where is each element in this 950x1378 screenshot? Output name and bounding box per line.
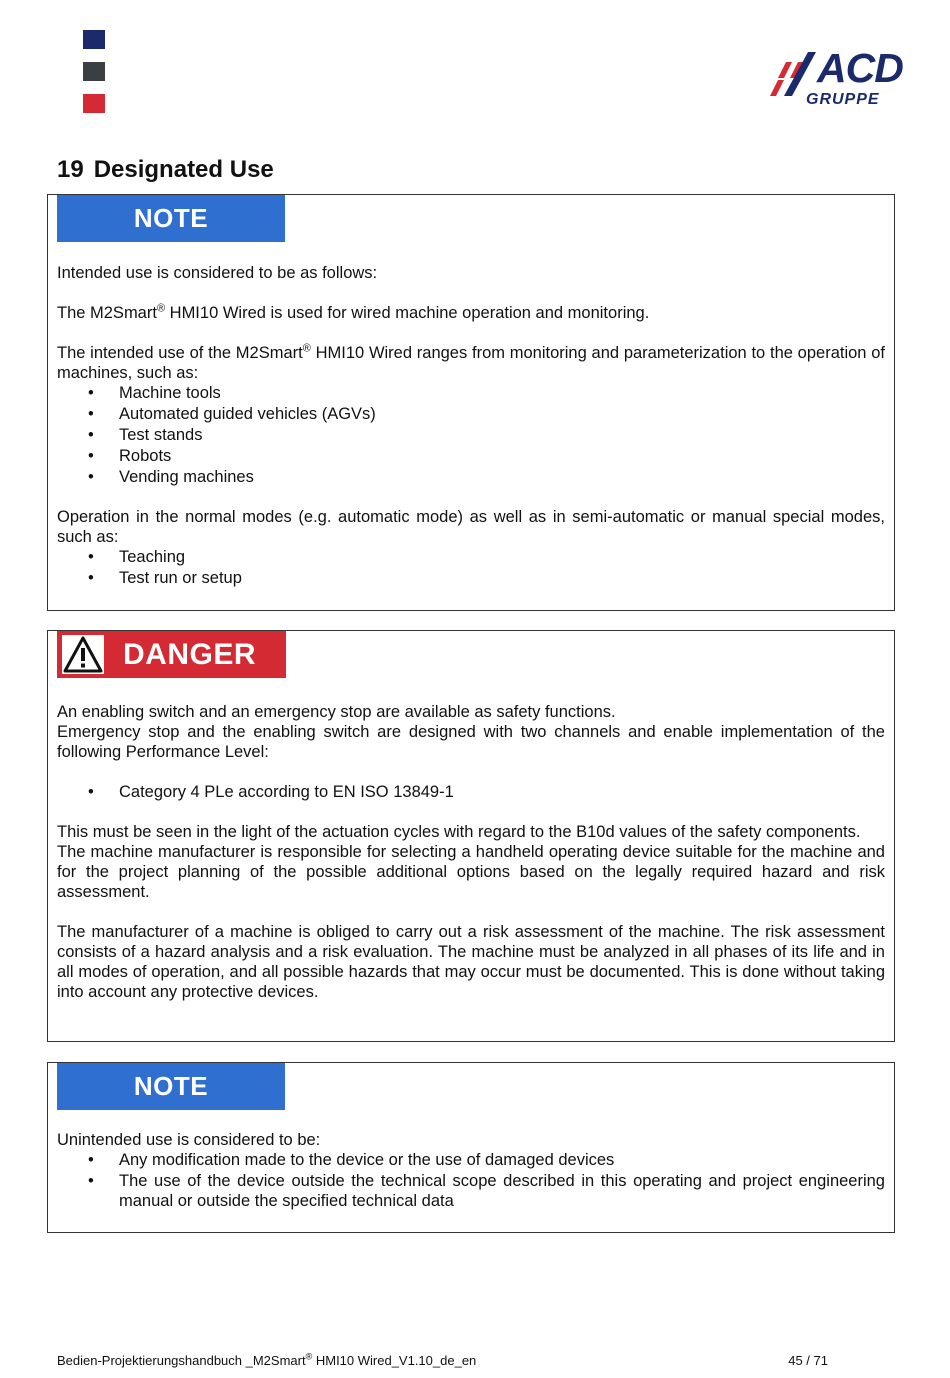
list-item: • Test stands: [57, 425, 885, 446]
brand-square-blue: [83, 30, 105, 49]
list-item: • Vending machines: [57, 467, 885, 488]
list-item: • Test run or setup: [57, 568, 885, 589]
note-badge-label: NOTE: [133, 203, 209, 233]
brand-square-gray: [83, 62, 105, 81]
list-item: • The use of the device outside the technical scope described in this operating and project engineering manual or outside the specified technical data: [57, 1171, 885, 1211]
footer-page-number: 45 / 71: [788, 1353, 828, 1368]
machine-list: [57, 383, 885, 488]
danger-badge: [57, 631, 286, 678]
list-item: • Category 4 PLe according to EN ISO 13849-1: [57, 782, 885, 803]
danger-paragraph-5: The manufacturer of a machine is obliged to carry out a risk assessment of the machine. The risk assessment consists of a hazard analysis and a risk evaluation. The machine must be analyzed in all phases of its life and in all modes of operation, and all possible hazards that may occur must be documented. This is done without taking into account any protective devices.: [57, 923, 885, 1001]
list-item: • Robots: [57, 446, 885, 467]
list-item: • Machine tools: [57, 383, 885, 404]
note-content: [57, 263, 885, 589]
note-badge: [57, 195, 285, 242]
section-title: Designated Use: [93, 156, 274, 183]
note2-content: [57, 1130, 885, 1211]
danger-content: [57, 702, 885, 1002]
danger-badge-label: DANGER: [123, 637, 257, 671]
unintended-use-list: [57, 1150, 885, 1211]
warning-triangle-icon: [62, 635, 104, 674]
modes-list: [57, 547, 885, 589]
list-item: • Automated guided vehicles (AGVs): [57, 404, 885, 425]
danger-paragraph-2: Emergency stop and the enabling switch are designed with two channels and enable implementation of the following Performance Level:: [57, 723, 885, 761]
note-badge-label: NOTE: [133, 1071, 209, 1101]
list-item: • Teaching: [57, 547, 885, 568]
danger-box: [47, 630, 895, 1042]
unintended-use-intro: Unintended use is considered to be:: [57, 1131, 321, 1149]
intended-use-intro: Intended use is considered to be as follows:: [57, 264, 378, 282]
list-item: • Any modification made to the device or the use of damaged devices: [57, 1150, 885, 1171]
intended-use-paragraph-1: The M2Smart® HMI10 Wired is used for wired machine operation and monitoring.: [57, 302, 650, 322]
intended-use-paragraph-2: The intended use of the M2Smart® HMI10 Wired ranges from monitoring and parameterization to the operation of machines, such as:: [57, 342, 885, 382]
note-badge: [57, 1063, 285, 1110]
acd-gruppe-logo: [766, 44, 918, 114]
note-box-intended-use: [47, 194, 895, 611]
section-heading: [57, 155, 274, 185]
danger-paragraph-1: An enabling switch and an emergency stop are available as safety functions.: [57, 703, 616, 721]
note-box-unintended-use: [47, 1062, 895, 1233]
footer-document-name: Bedien-Projektierungshandbuch _M2Smart® HMI10 Wired_V1.10_de_en: [57, 1351, 477, 1368]
brand-square-red: [83, 94, 105, 113]
section-number: 19: [57, 156, 84, 183]
logo-subtitle: GRUPPE: [806, 91, 880, 108]
performance-level-list: [57, 782, 885, 803]
logo-wordmark: ACD: [817, 45, 903, 91]
danger-paragraph-4: The machine manufacturer is responsible for selecting a handheld operating device suitable for the machine and for the project planning of the possible additional options based on the legally required hazard and risk assessment.: [57, 843, 885, 901]
operation-modes-paragraph: Operation in the normal modes (e.g. automatic mode) as well as in semi-automatic or manual special modes, such as:: [57, 508, 885, 546]
danger-paragraph-3: This must be seen in the light of the actuation cycles with regard to the B10d values of the safety components.: [57, 823, 861, 841]
